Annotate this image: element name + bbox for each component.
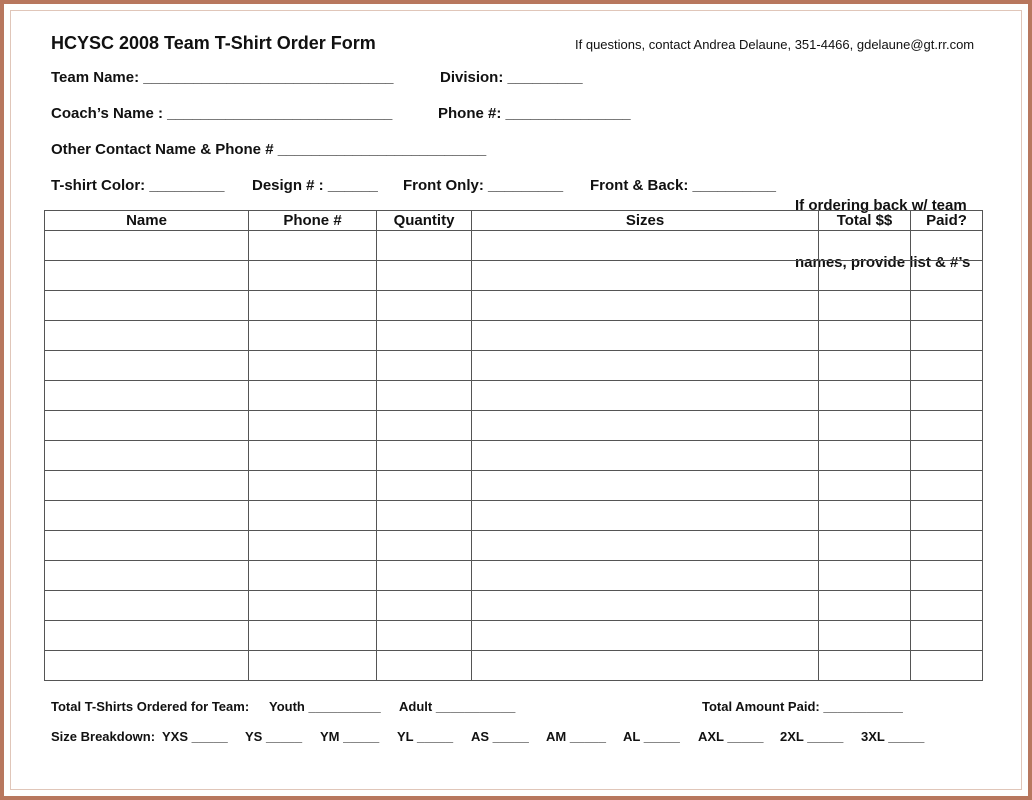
- paid-cell[interactable]: [911, 441, 983, 471]
- column-header-total: Total $$: [819, 211, 911, 231]
- quantity-cell[interactable]: [377, 651, 472, 681]
- sizes-cell[interactable]: [472, 321, 819, 351]
- phone-cell[interactable]: [249, 561, 377, 591]
- size-am-field[interactable]: AM _____: [546, 729, 606, 744]
- name-cell[interactable]: [45, 471, 249, 501]
- table-row: [45, 501, 983, 531]
- contact-info: If questions, contact Andrea Delaune, 351-4466, gdelaune@gt.rr.com: [575, 37, 975, 52]
- phone-cell[interactable]: [249, 471, 377, 501]
- phone-cell[interactable]: [249, 351, 377, 381]
- sizes-cell[interactable]: [472, 261, 819, 291]
- name-cell[interactable]: [45, 291, 249, 321]
- coach-name-field[interactable]: Coach’s Name : ___________________________: [51, 105, 393, 122]
- total-cell[interactable]: [819, 351, 911, 381]
- phone-cell[interactable]: [249, 231, 377, 261]
- sizes-cell[interactable]: [472, 501, 819, 531]
- total-cell[interactable]: [819, 291, 911, 321]
- table-row: [45, 261, 983, 291]
- size-yl-field[interactable]: YL _____: [397, 729, 454, 744]
- paid-cell[interactable]: [911, 591, 983, 621]
- sizes-cell[interactable]: [472, 621, 819, 651]
- sizes-cell[interactable]: [472, 291, 819, 321]
- team-name-field[interactable]: Team Name: ______________________________: [51, 69, 394, 86]
- front-only-field[interactable]: Front Only: _________: [403, 177, 564, 194]
- table-row: [45, 411, 983, 441]
- quantity-cell[interactable]: [377, 501, 472, 531]
- adult-field[interactable]: Adult ___________: [399, 699, 516, 714]
- quantity-cell[interactable]: [377, 411, 472, 441]
- name-cell[interactable]: [45, 561, 249, 591]
- column-header-name: Name: [45, 211, 249, 231]
- paid-cell[interactable]: [911, 261, 983, 291]
- paid-cell[interactable]: [911, 231, 983, 261]
- sizes-cell[interactable]: [472, 381, 819, 411]
- quantity-cell[interactable]: [377, 591, 472, 621]
- column-header-sizes: Sizes: [472, 211, 819, 231]
- table-header-row: [45, 211, 983, 231]
- phone-cell[interactable]: [249, 621, 377, 651]
- column-header-phone: Phone #: [249, 211, 377, 231]
- total-cell[interactable]: [819, 411, 911, 441]
- total-shirts-label: Total T-Shirts Ordered for Team:: [51, 699, 250, 714]
- note-line-1: If ordering back w/ team: [795, 197, 967, 214]
- column-header-paid: Paid?: [911, 211, 983, 231]
- size-axl-field[interactable]: AXL _____: [698, 729, 764, 744]
- table-row: [45, 591, 983, 621]
- name-cell[interactable]: [45, 651, 249, 681]
- phone-cell[interactable]: [249, 381, 377, 411]
- table-row: [45, 441, 983, 471]
- name-cell[interactable]: [45, 411, 249, 441]
- sizes-cell[interactable]: [472, 231, 819, 261]
- name-cell[interactable]: [45, 261, 249, 291]
- paid-cell[interactable]: [911, 531, 983, 561]
- sizes-cell[interactable]: [472, 591, 819, 621]
- name-cell[interactable]: [45, 531, 249, 561]
- total-cell[interactable]: [819, 321, 911, 351]
- size-ys-field[interactable]: YS _____: [245, 729, 303, 744]
- phone-cell[interactable]: [249, 651, 377, 681]
- total-cell[interactable]: [819, 231, 911, 261]
- paid-cell[interactable]: [911, 291, 983, 321]
- paid-cell[interactable]: [911, 501, 983, 531]
- table-row: [45, 531, 983, 561]
- sizes-cell[interactable]: [472, 651, 819, 681]
- table-row: [45, 471, 983, 501]
- design-field[interactable]: Design # : ______: [252, 177, 378, 194]
- paid-cell[interactable]: [911, 381, 983, 411]
- phone-cell[interactable]: [249, 411, 377, 441]
- table-row: [45, 351, 983, 381]
- paid-cell[interactable]: [911, 651, 983, 681]
- paid-cell[interactable]: [911, 351, 983, 381]
- quantity-cell[interactable]: [377, 261, 472, 291]
- name-cell[interactable]: [45, 381, 249, 411]
- column-header-quantity: Quantity: [377, 211, 472, 231]
- total-paid-field[interactable]: Total Amount Paid: ___________: [702, 699, 903, 714]
- table-row: [45, 291, 983, 321]
- size-breakdown-label: Size Breakdown:: [51, 729, 156, 744]
- paid-cell[interactable]: [911, 471, 983, 501]
- size-2xl-field[interactable]: 2XL _____: [780, 729, 844, 744]
- quantity-cell[interactable]: [377, 381, 472, 411]
- total-cell[interactable]: [819, 471, 911, 501]
- phone-cell[interactable]: [249, 291, 377, 321]
- size-yxs-field[interactable]: YXS _____: [162, 729, 228, 744]
- phone-cell[interactable]: [249, 441, 377, 471]
- division-field[interactable]: Division: _________: [440, 69, 583, 86]
- sizes-cell[interactable]: [472, 441, 819, 471]
- paid-cell[interactable]: [911, 621, 983, 651]
- total-cell[interactable]: [819, 651, 911, 681]
- note-line-2: names, provide list & #’s: [795, 254, 971, 271]
- phone-cell[interactable]: [249, 591, 377, 621]
- paid-cell[interactable]: [911, 561, 983, 591]
- name-cell[interactable]: [45, 441, 249, 471]
- size-3xl-field[interactable]: 3XL _____: [861, 729, 925, 744]
- quantity-cell[interactable]: [377, 531, 472, 561]
- form-title: HCYSC 2008 Team T-Shirt Order Form: [51, 33, 376, 53]
- table-row: [45, 561, 983, 591]
- name-cell[interactable]: [45, 621, 249, 651]
- phone-cell[interactable]: [249, 531, 377, 561]
- quantity-cell[interactable]: [377, 231, 472, 261]
- name-cell[interactable]: [45, 321, 249, 351]
- table-row: [45, 381, 983, 411]
- total-cell[interactable]: [819, 381, 911, 411]
- name-cell[interactable]: [45, 351, 249, 381]
- phone-cell[interactable]: [249, 321, 377, 351]
- sizes-cell[interactable]: [472, 561, 819, 591]
- sizes-cell[interactable]: [472, 411, 819, 441]
- phone-cell[interactable]: [249, 501, 377, 531]
- quantity-cell[interactable]: [377, 291, 472, 321]
- order-table: [44, 210, 983, 681]
- sizes-cell[interactable]: [472, 471, 819, 501]
- total-cell[interactable]: [819, 441, 911, 471]
- paid-cell[interactable]: [911, 411, 983, 441]
- quantity-cell[interactable]: [377, 471, 472, 501]
- table-row: [45, 231, 983, 261]
- quantity-cell[interactable]: [377, 321, 472, 351]
- youth-field[interactable]: Youth __________: [269, 699, 381, 714]
- sizes-cell[interactable]: [472, 351, 819, 381]
- quantity-cell[interactable]: [377, 351, 472, 381]
- total-cell[interactable]: [819, 531, 911, 561]
- size-ym-field[interactable]: YM _____: [320, 729, 380, 744]
- size-as-field[interactable]: AS _____: [471, 729, 529, 744]
- total-cell[interactable]: [819, 561, 911, 591]
- total-cell[interactable]: [819, 591, 911, 621]
- other-contact-field[interactable]: Other Contact Name & Phone # _________________________: [51, 141, 487, 158]
- phone-field[interactable]: Phone #: _______________: [438, 105, 631, 122]
- table-row: [45, 651, 983, 681]
- sizes-cell[interactable]: [472, 531, 819, 561]
- phone-cell[interactable]: [249, 261, 377, 291]
- tshirt-color-field[interactable]: T-shirt Color: _________: [51, 177, 225, 194]
- quantity-cell[interactable]: [377, 621, 472, 651]
- quantity-cell[interactable]: [377, 561, 472, 591]
- paid-cell[interactable]: [911, 321, 983, 351]
- name-cell[interactable]: [45, 591, 249, 621]
- name-cell[interactable]: [45, 501, 249, 531]
- table-row: [45, 321, 983, 351]
- front-back-field[interactable]: Front & Back: __________: [590, 177, 776, 194]
- total-cell[interactable]: [819, 261, 911, 291]
- quantity-cell[interactable]: [377, 441, 472, 471]
- name-cell[interactable]: [45, 231, 249, 261]
- size-al-field[interactable]: AL _____: [623, 729, 680, 744]
- total-cell[interactable]: [819, 621, 911, 651]
- total-cell[interactable]: [819, 501, 911, 531]
- table-row: [45, 621, 983, 651]
